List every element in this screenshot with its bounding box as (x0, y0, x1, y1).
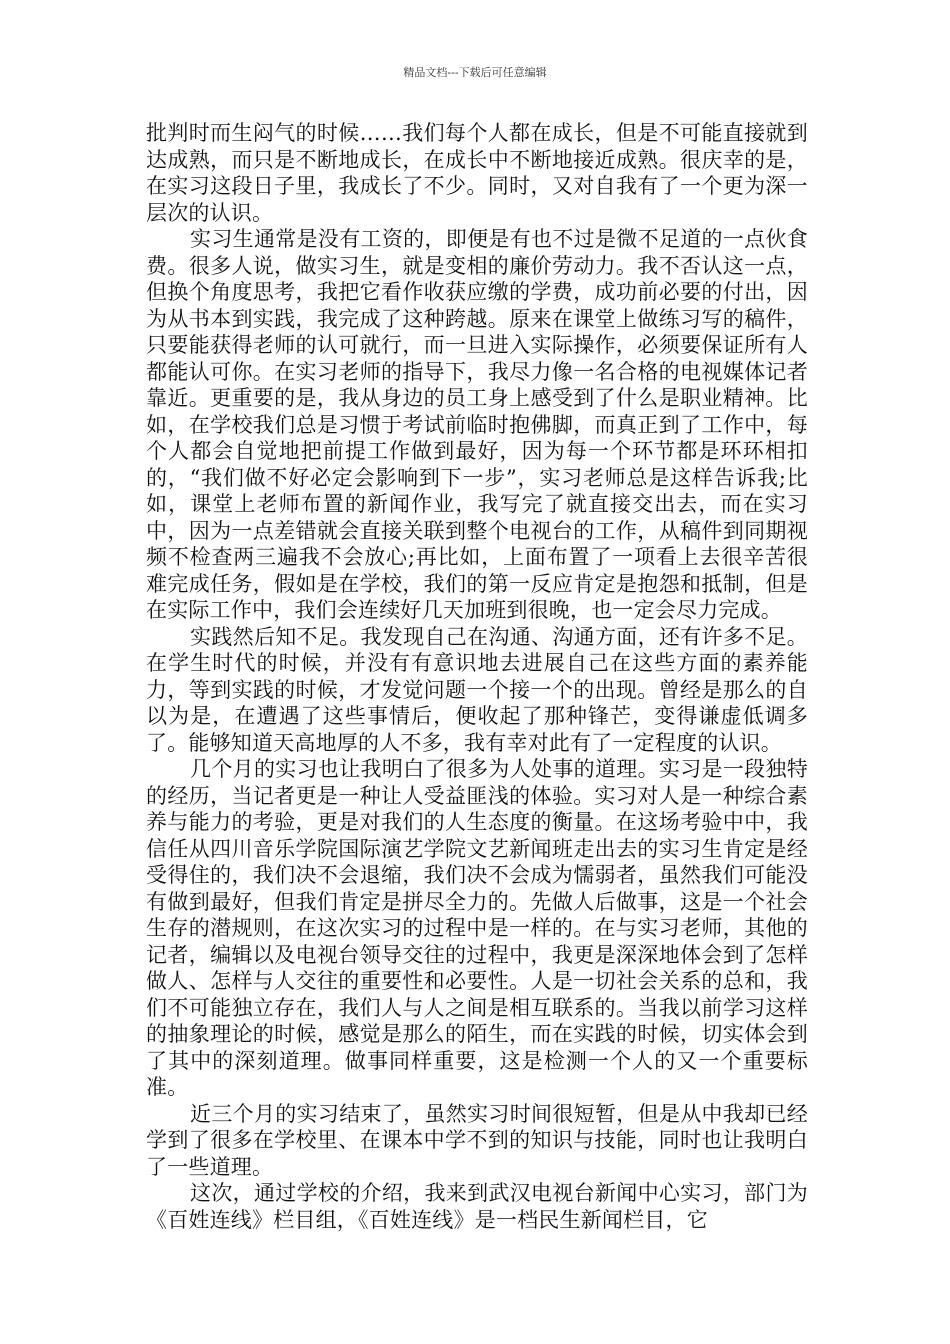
paragraph-5: 近三个月的实习结束了，虽然实习时间很短暂，但是从中我却已经学到了很多在学校里、在课本中学不到的知识与技能，同时也让我明白了一些道理。 (146, 1101, 808, 1179)
paragraph-1: 批判时而生闷气的时候……我们每个人都在成长，但是不可能直接就到达成熟，而只是不断地成长，在成长中不断地接近成熟。很庆幸的是，在实习这段日子里，我成长了不少。同时，又对自我有了一个更为深一层次的认识。 (146, 121, 808, 225)
paragraph-3: 实践然后知不足。我发现自己在沟通、沟通方面，还有许多不足。在学生时代的时候，并没有有意识地去进展自己在这些方面的素养能力，等到实践的时候，才发觉问题一个接一个的出现。曾经是那么的自以为是，在遭遇了这些事情后，便收起了那种锋芒，变得谦虚低调多了。能够知道天高地厚的人不多，我有幸对此有了一定程度的认识。 (146, 624, 808, 755)
document-body (146, 120, 808, 1233)
paragraph-2: 实习生通常是没有工资的，即便是有也不过是微不足道的一点伙食费。很多人说，做实习生，就是变相的廉价劳动力。我不否认这一点，但换个角度思考，我把它看作收获应缴的学费，成功前必要的付出，因为从书本到实践，我完成了这种跨越。原来在课堂上做练习写的稿件，只要能获得老师的认可就行，而一旦进入实际操作，必须要保证所有人都能认可你。在实习老师的指导下，我尽力像一名合格的电视媒体记者靠近。更重要的是，我从身边的员工身上感受到了什么是职业精神。比如，在学校我们总是习惯于考试前临时抱佛脚，而真正到了工作中，每个人都会自觉地把前提工作做到最好，因为每一个环节都是环环相扣的，“我们做不好必定会影响到下一步”，实习老师总是这样告诉我;比如，课堂上老师布置的新闻作业，我写完了就直接交出去，而在实习中，因为一点差错就会直接关联到整个电视台的工作，从稿件到同期视频不检查两三遍我不会放心;再比如，上面布置了一项看上去很辛苦很难完成任务，假如是在学校，我们的第一反应肯定是抱怨和抵制，但是在实际工作中，我们会连续好几天加班到很晚，也一定会尽力完成。 (146, 227, 808, 622)
paragraph-6: 这次，通过学校的介绍，我来到武汉电视台新闻中心实习，部门为《百姓连线》栏目组，《百姓连线》是一档民生新闻栏目，它 (146, 1181, 808, 1232)
paragraph-4: 几个月的实习也让我明白了很多为人处事的道理。实习是一段独特的经历，当记者更是一种让人受益匪浅的体验。实习对人是一种综合素养与能力的考验，更是对我们的人生态度的衡量。在这场考验中中，我信任从四川音乐学院国际演艺学院文艺新闻班走出去的实习生肯定是经受得住的，我们决不会退缩，我们决不会成为懦弱者，虽然我们可能没有做到最好，但我们肯定是拼尽全力的。先做人后做事，这是一个社会生存的潜规则，在这次实习的过程中是一样的。在与实习老师，其他的记者，编辑以及电视台领导交往的过程中，我更是深深地体会到了怎样做人、怎样与人交往的重要性和必要性。人是一切社会关系的总和，我们不可能独立存在，我们人与人之间是相互联系的。当我以前学习这样的抽象理论的时候，感觉是那么的陌生，而在实践的时候，切实体会到了其中的深刻道理。做事同样重要，这是检测一个人的又一个重要标准。 (146, 757, 808, 1099)
page-header: 精品文档---下载后可任意编辑 (403, 66, 547, 79)
